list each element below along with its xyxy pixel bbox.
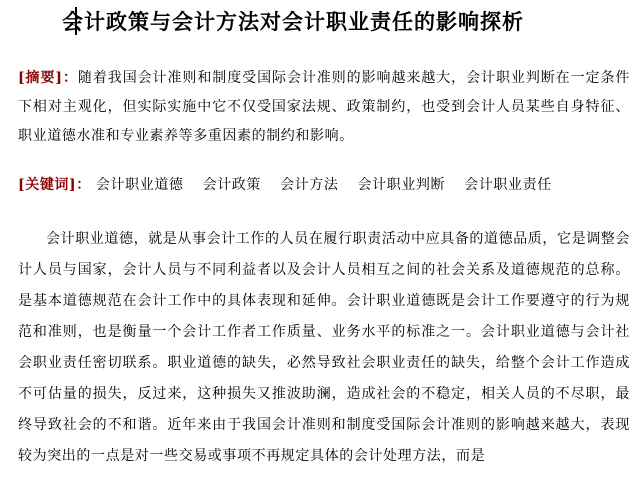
keyword-item: 会计方法 — [280, 177, 339, 193]
abstract-paragraph — [18, 64, 630, 151]
keywords-label: [关键词]： — [18, 177, 91, 193]
keyword-item: 会计职业责任 — [464, 177, 552, 193]
abstract-text: 随着我国会计准则和制度受国际会计准则的影响越来越大，会计职业判断在一定条件下相对主观化，但实际实施中它不仅受国家法规、政策制约，也受到会计人员某些自身特征、职业道德水准和专业素养等多重因素的制约和影响。 — [18, 70, 630, 144]
keyword-item: 会计职业判断 — [357, 177, 446, 193]
body-paragraph: 会计职业道德，就是从事会计工作的人员在履行职责活动中应具备的道德品质，它是调整会计人员与国家，会计人员与不同利益者以及会计人员相互之间的社会关系及道德规范的总称。是基本道德规范在会计工作中的具体表现和延伸。会计职业道德既是会计工作要遵守的行为规范和准则，也是衡量一个会计工作者工作质量、业务水平的标准之一。会计职业道德与会计社会职业责任密切联系。职业道德的缺失，必然导致社会职业责任的缺失，给整个会计工作造成不可估量的损失，反过来，这种损失又推波助澜，造成社会的不稳定，相关人员的不尽职，最终导致社会的不和谐。近年来由于我国会计准则和制度受国际会计准则的影响越来越大，表现较为突出的一点是对一些交易或事项不再规定具体的会计处理方法，而是 — [18, 231, 630, 464]
keyword-item: 会计政策 — [202, 177, 261, 193]
abstract-label: [摘要]： — [18, 70, 78, 86]
document-title: 会计政策与会计方法对会计职业责任的影响探析 — [62, 10, 524, 34]
keyword-item: 会计职业道德 — [95, 177, 184, 193]
keywords-line — [18, 172, 630, 198]
